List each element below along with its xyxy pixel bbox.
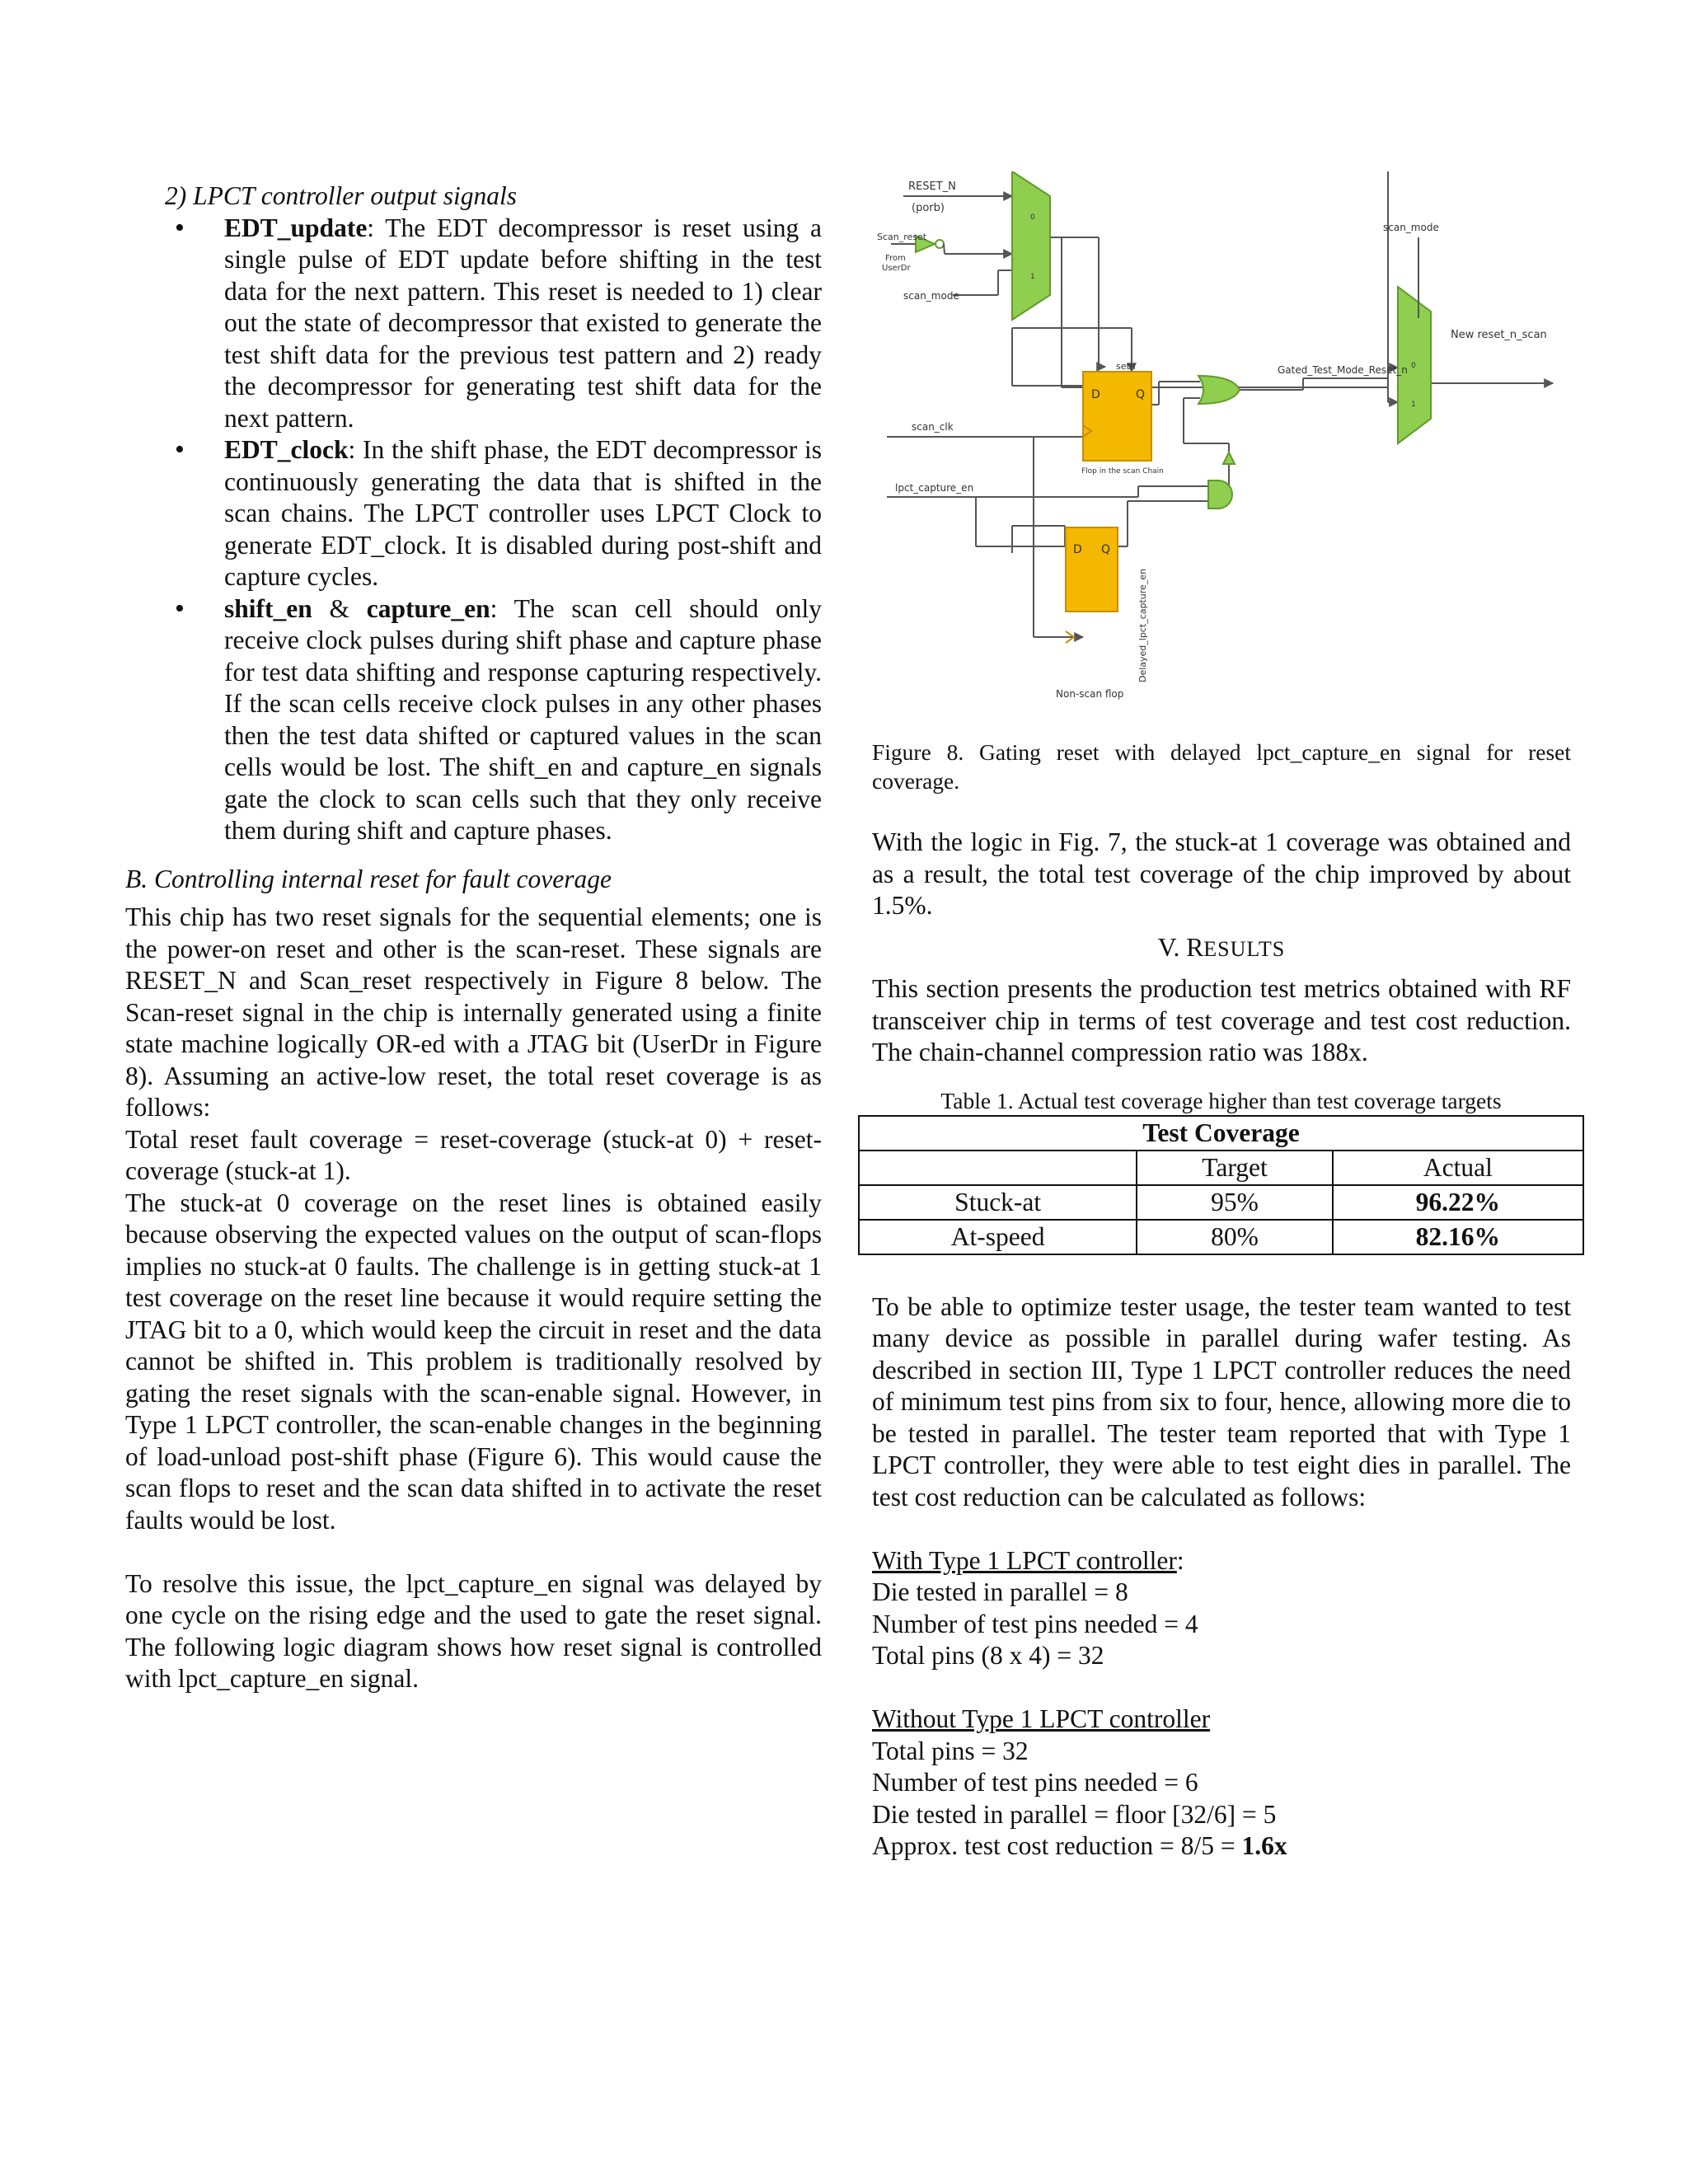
table-row <box>859 1220 1583 1254</box>
table-row <box>859 1116 1583 1151</box>
paragraph: The stuck-at 0 coverage on the reset lines is obtained easily because observing the expected values on the output of scan-flops implies no stuck-at 0 faults. The challenge is in getting stuck-at 1 test coverage on the reset line because it would require setting the JTAG bit to a 0, which would keep the circuit in reset and the data cannot be shifted in. This problem is traditionally resolved by gating the reset signals with the scan-enable signal. However, in Type 1 LPCT controller, the scan-enable changes in the beginning of load-unload post-shift phase (Figure 6). This would cause the scan flops to reset and the scan data shifted in to activate the reset faults would be lost. <box>125 1188 822 1535</box>
without-controller-block <box>872 1704 1571 1863</box>
or-gate <box>1198 376 1240 404</box>
signal-list <box>125 213 822 847</box>
table-row <box>859 1185 1583 1220</box>
setn-label: setn <box>1116 361 1136 372</box>
flop-q: Q <box>1101 543 1111 556</box>
item-text: : The EDT decompressor is reset using a single pulse of EDT update before shifting in the test data for the next pattern. This reset is needed to 1) clear out the state of decompressor that existed to generate the test shift data for the previous test pattern and 2) ready the decompressor for generating test shift data for the next pattern. <box>224 213 822 433</box>
mux-label: 1 <box>1030 273 1035 281</box>
right-column <box>872 827 1571 1863</box>
list-item <box>125 593 822 847</box>
reset-mux <box>1012 171 1050 320</box>
with-controller-block <box>872 1545 1571 1672</box>
flop-d: D <box>1091 388 1100 401</box>
calc-line: Number of test pins needed = 4 <box>872 1609 1198 1638</box>
reset-n-label: RESET_N <box>908 180 956 193</box>
table-cell: 82.16% <box>1333 1220 1583 1254</box>
amp: & <box>312 593 367 623</box>
list-item <box>125 213 822 435</box>
scan-flop <box>1083 372 1151 461</box>
table-cell: 80% <box>1137 1220 1332 1254</box>
scan-reset-label: Scan_reset <box>877 232 927 242</box>
from-label: From <box>885 254 906 263</box>
paragraph: This section presents the production test metrics obtained with RF transceiver chip in terms of test coverage and test cost reduction. The chain-channel compression ratio was 188x. <box>872 974 1571 1066</box>
inverter-gate <box>1223 452 1235 464</box>
calc-line: Total pins (8 x 4) = 32 <box>872 1641 1104 1670</box>
block-title: With Type 1 LPCT controller: <box>872 1545 1184 1575</box>
and-gate <box>1208 480 1232 509</box>
table-cell: 95% <box>1137 1185 1332 1220</box>
table-caption: Table 1. Actual test coverage higher than test coverage targets <box>940 1087 1502 1113</box>
mux-label: 1 <box>1411 401 1416 409</box>
non-scan-label: Non-scan flop <box>1056 688 1124 700</box>
inverter-bubble <box>935 240 944 248</box>
figure-caption: Figure 8. Gating reset with delayed lpct_capture_en signal for reset coverage. <box>872 739 1571 794</box>
table-cell: 96.22% <box>1333 1185 1583 1220</box>
scan-flop-label: Flop in the scan Chain <box>1081 467 1164 476</box>
section-b-title: B. Controlling internal reset for fault coverage <box>125 864 612 893</box>
term: EDT_clock <box>224 435 349 464</box>
paragraph: To resolve this issue, the lpct_capture_en signal was delayed by one cycle on the rising edge and the used to gate the reset signal. The following logic diagram shows how reset signal is controlled with lpct_capture_en signal. <box>125 1568 822 1693</box>
paragraph: With the logic in Fig. 7, the stuck-at 1 coverage was obtained and as a result, the total test coverage of the chip improved by about 1.5%. <box>872 827 1571 920</box>
calc-line: Die tested in parallel = floor [32/6] = 5 <box>872 1799 1277 1829</box>
flop-q: Q <box>1136 388 1146 401</box>
scan-mode-label: scan_mode <box>903 290 959 302</box>
table-header <box>859 1151 1137 1185</box>
figure-8-logic-diagram <box>870 171 1578 707</box>
table-title: Test Coverage <box>859 1116 1583 1151</box>
section-num: V. <box>1157 932 1187 962</box>
calc-result: Approx. test cost reduction = 8/5 = 1.6x <box>872 1831 1287 1860</box>
left-column <box>125 180 822 1695</box>
term: shift_en <box>224 593 312 623</box>
delayed-label: Delayed_lpct_capture_en <box>1137 568 1148 682</box>
calc-line: Total pins = 32 <box>872 1736 1029 1765</box>
table-header: Actual <box>1333 1151 1583 1185</box>
table-row <box>859 1151 1583 1185</box>
term: EDT_update <box>224 213 368 242</box>
porb-label: (porb) <box>912 202 945 214</box>
coverage-table <box>858 1115 1584 1255</box>
section-rest: ESULTS <box>1203 936 1286 961</box>
capture-en-label: lpct_capture_en <box>895 482 974 494</box>
new-reset-label: New reset_n_scan <box>1451 329 1547 341</box>
userdr-label: UserDr <box>882 264 911 273</box>
non-scan-flop <box>1066 527 1118 612</box>
table-header: Target <box>1137 1151 1332 1185</box>
paragraph: This chip has two reset signals for the sequential elements; one is the power-on reset and other is the scan-reset. These signals are RESET_N and Scan_reset respectively in Figure 8 below. The Scan-reset signal in the chip is internally generated using a finite state machine logically OR-ed with a JTAG bit (UserDr in Figure 8). Assuming an active-low reset, the total reset coverage is as follows: <box>125 902 822 1122</box>
scan-mode-label: scan_mode <box>1383 222 1439 233</box>
flop-d: D <box>1073 543 1082 556</box>
item-text: : The scan cell should only receive clock pulses during shift phase and capture phase for test data shifting and response capturing respectively. If the scan cells receive clock pulses in any other phases then the test data shifted or captured values in the scan cells would be lost. The shift_en and capture_en signals gate the clock to scan cells such that they only receive them during shift and capture phases. <box>224 593 822 845</box>
table-cell: Stuck-at <box>859 1185 1137 1220</box>
item-text: : In the shift phase, the EDT decompressor is continuously generating the data that is shifted in the scan chains. The LPCT controller uses LPCT Clock to generate EDT_clock. It is disabled during post-shift and capture cycles. <box>224 435 822 591</box>
block-title: Without Type 1 LPCT controller <box>872 1704 1211 1733</box>
gated-reset-label: Gated_Test_Mode_Reset_n <box>1278 364 1408 376</box>
section-first-letter: R <box>1186 932 1204 962</box>
table-cell: At-speed <box>859 1220 1137 1254</box>
term: capture_en <box>366 593 490 623</box>
subsection-title: 2) LPCT controller output signals <box>165 181 518 210</box>
scan-clk-label: scan_clk <box>912 421 954 433</box>
list-item <box>125 434 822 593</box>
calc-line: Number of test pins needed = 6 <box>872 1768 1198 1797</box>
paragraph: To be able to optimize tester usage, the tester team wanted to test many device as possible in parallel during wafer testing. As described in section III, Type 1 LPCT controller reduces the need of minimum test pins from six to four, hence, allowing more die to be tested in parallel. The tester team reported that with Type 1 LPCT controller, they were able to test eight dies in parallel. The test cost reduction can be calculated as follows: <box>872 1291 1571 1511</box>
mux-label: 0 <box>1411 362 1416 370</box>
paragraph: Total reset fault coverage = reset-coverage (stuck-at 0) + reset-coverage (stuck-at 1). <box>125 1124 822 1185</box>
calc-line: Die tested in parallel = 8 <box>872 1577 1128 1606</box>
section-v-title <box>872 932 1571 966</box>
mux-label: 0 <box>1030 213 1035 222</box>
